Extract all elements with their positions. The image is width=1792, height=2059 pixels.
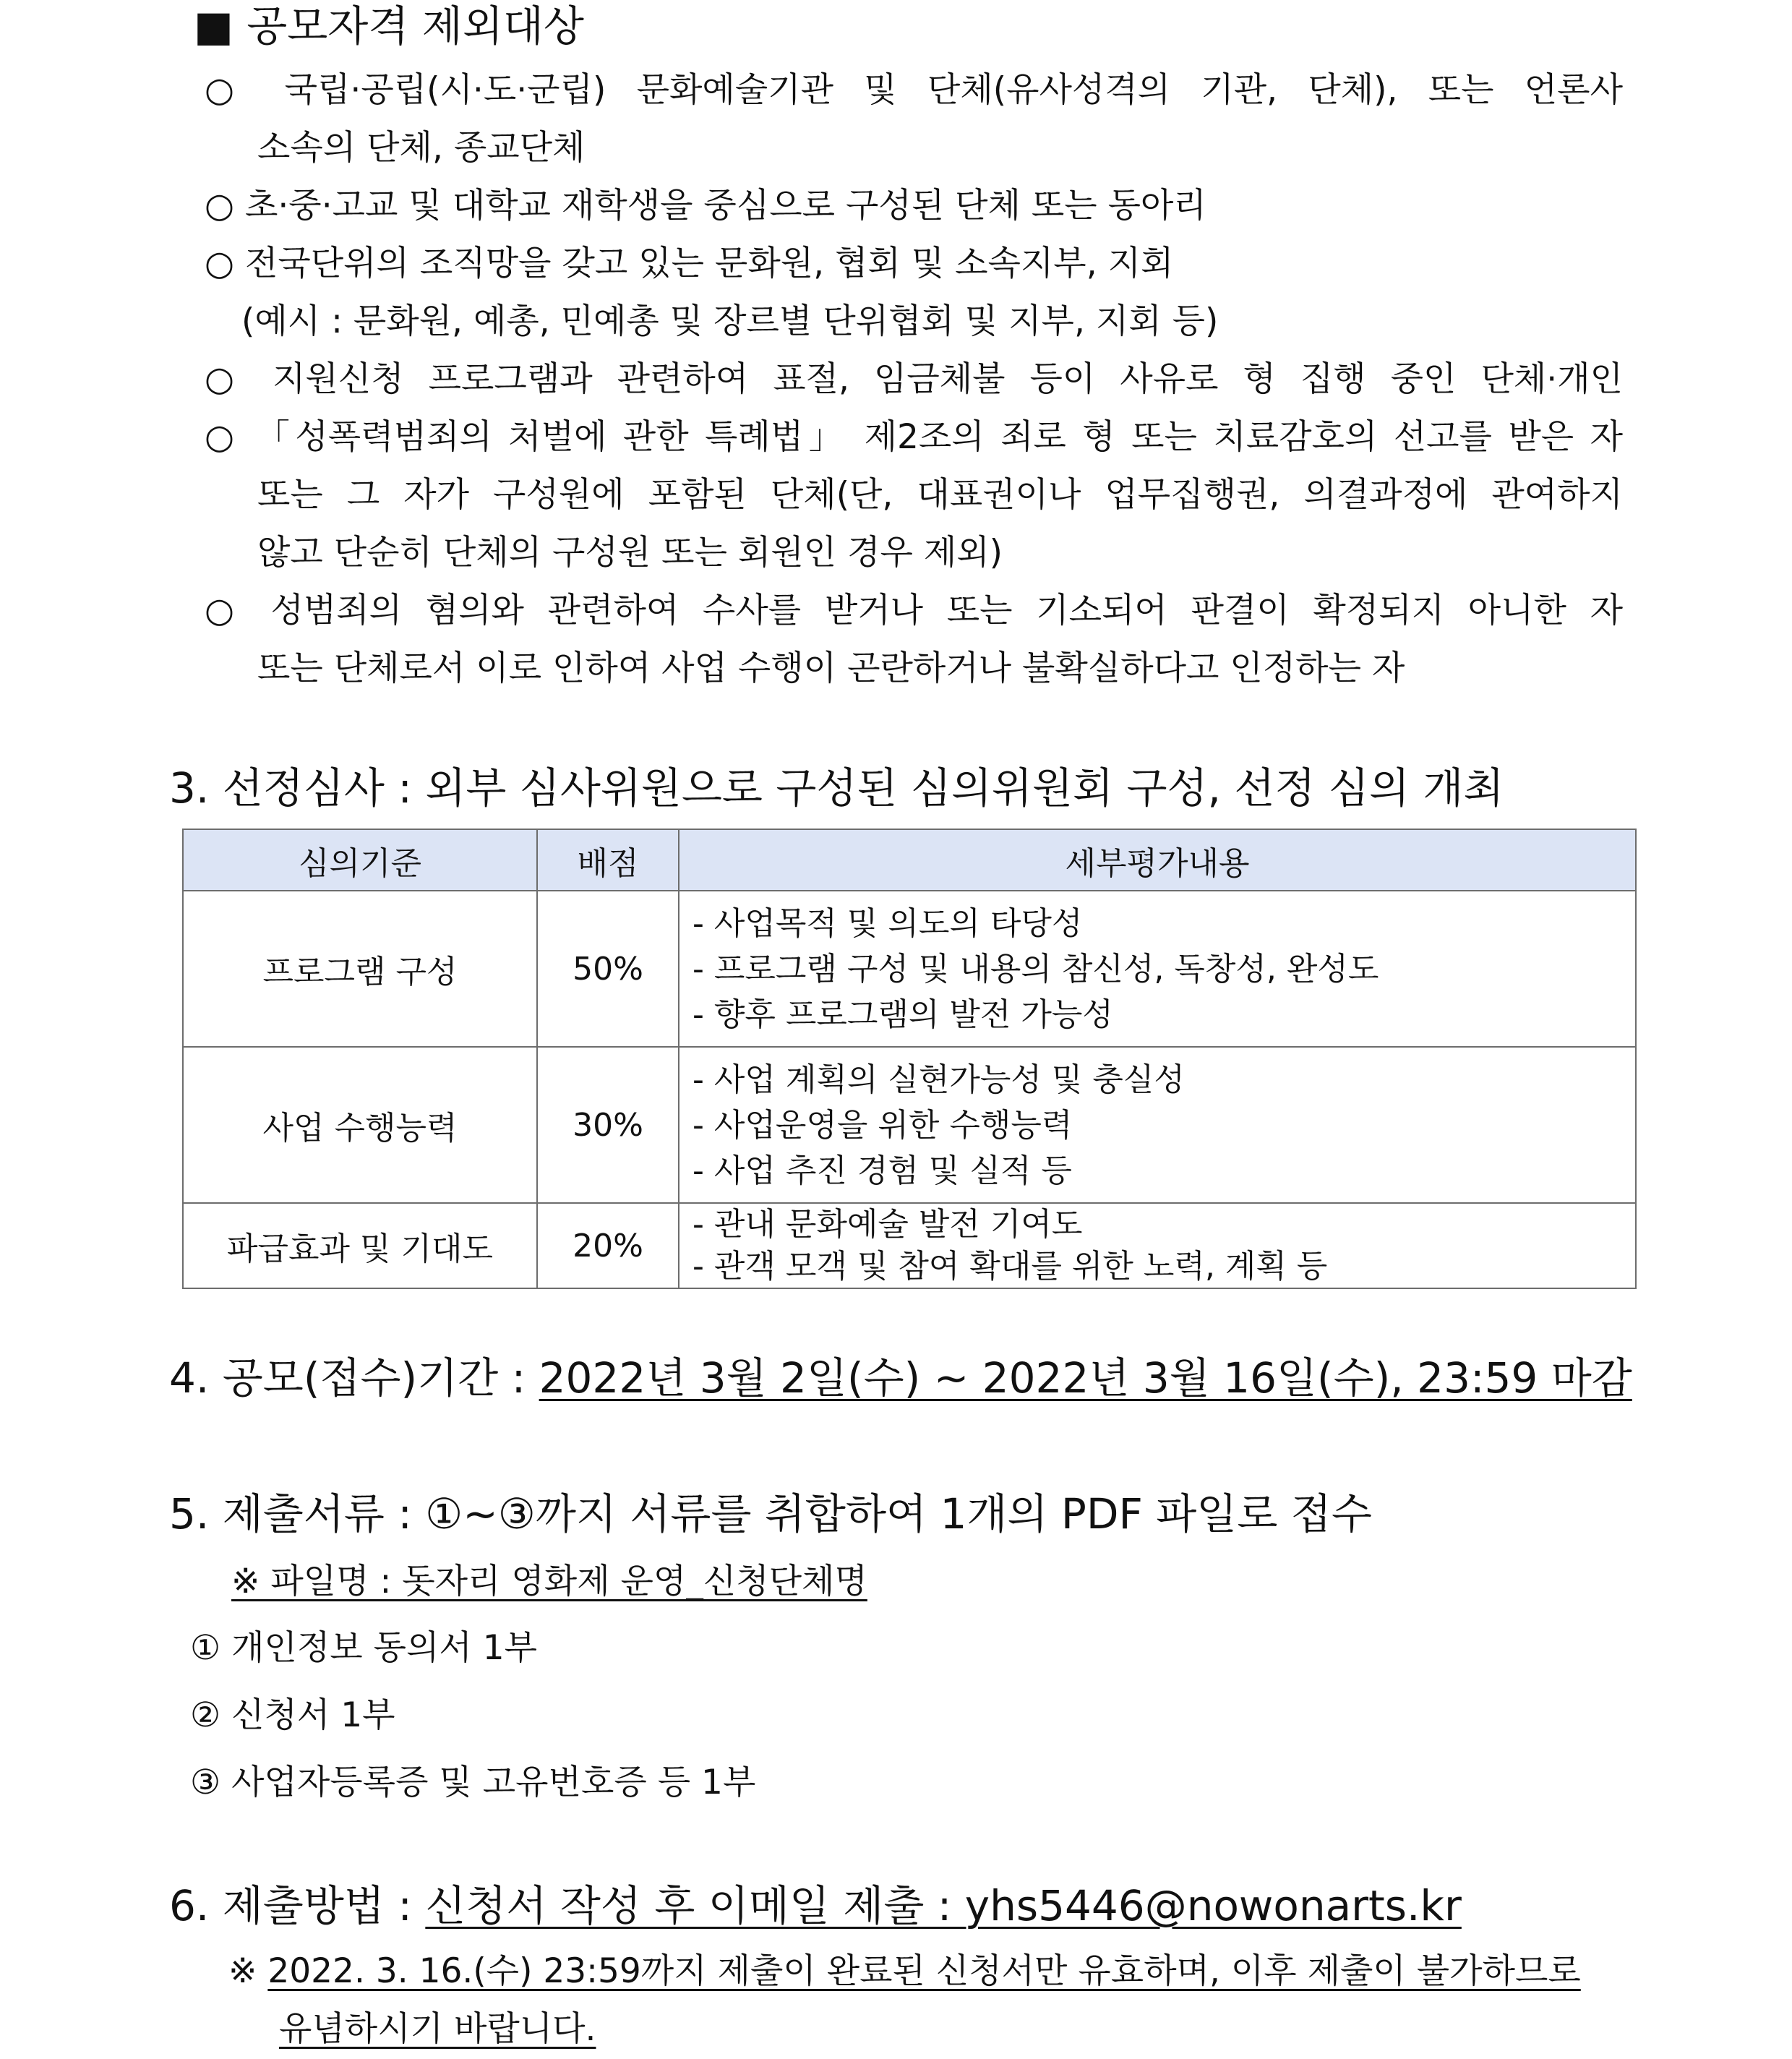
exclusion-line-2: 소속의 단체, 종교단체 xyxy=(257,128,586,168)
exclusion-line-6: ○ 지원신청 프로그램과 관련하여 표절, 임금체불 등이 사유로 형 집행 중인 단체·개인 xyxy=(205,359,1623,399)
document-item-1: ① 개인정보 동의서 1부 xyxy=(190,1628,538,1668)
criterion-cell: 프로그램 구성 xyxy=(183,891,537,1047)
detail-line: - 관객 모객 및 참여 확대를 위한 노력, 계획 등 xyxy=(693,1248,1328,1285)
details-cell xyxy=(679,1203,1636,1288)
col-header-score: 배점 xyxy=(537,829,679,891)
deadline-note-line-1 xyxy=(228,1950,1581,1993)
exclusion-line-5: (예시 : 문화원, 예총, 민예총 및 장르별 단위협회 및 지부, 지회 등) xyxy=(241,301,1219,341)
section6-line xyxy=(169,1880,1462,1932)
table-row xyxy=(183,1047,1636,1203)
deadline-note-line-2 xyxy=(279,2008,596,2051)
detail-line: - 사업 계획의 실현가능성 및 충실성 xyxy=(693,1061,1185,1098)
criterion-cell: 사업 수행능력 xyxy=(183,1047,537,1203)
table-header-row xyxy=(183,829,1636,891)
score-cell: 30% xyxy=(537,1047,679,1203)
exclusion-line-11: 또는 단체로서 이로 인하여 사업 수행이 곤란하거나 불확실하다고 인정하는 자 xyxy=(257,648,1405,688)
exclusion-line-7: ○ 「성폭력범죄의 처벌에 관한 특례법」 제2조의 죄로 형 또는 치료감호의 선고를 받은 자 xyxy=(205,417,1623,457)
section3-heading: 3. 선정심사 : 외부 심사위원으로 구성된 심의위원회 구성, 선정 심의 개최 xyxy=(169,763,1504,813)
deadline-note-text-1: 2022. 3. 16.(수) 23:59까지 제출이 완료된 신청서만 유효하며, 이후 제출이 불가하므로 xyxy=(267,1951,1581,1991)
exclusion-heading: ■ 공모자격 제외대상 xyxy=(194,1,584,51)
exclusion-line-1: ○ 국립·공립(시·도·군립) 문화예술기관 및 단체(유사성격의 기관, 단체), 또는 언론사 xyxy=(205,70,1623,110)
detail-line: - 향후 프로그램의 발전 가능성 xyxy=(693,996,1113,1033)
filename-note-text: ※ 파일명 : 돗자리 영화제 운영_신청단체명 xyxy=(231,1562,867,1601)
col-header-criterion: 심의기준 xyxy=(183,829,537,891)
note-mark: ※ xyxy=(228,1951,268,1991)
score-cell: 20% xyxy=(537,1203,679,1288)
document-item-2: ② 신청서 1부 xyxy=(190,1695,395,1735)
exclusion-line-4: ○ 전국단위의 조직망을 갖고 있는 문화원, 협회 및 소속지부, 지회 xyxy=(205,244,1174,283)
submission-method: 신청서 작성 후 이메일 제출 : yhs5446@nowonarts.kr xyxy=(425,1881,1462,1930)
evaluation-table xyxy=(182,829,1637,1289)
section6-label: 6. 제출방법 : xyxy=(169,1881,426,1930)
detail-line: - 사업운영을 위한 수행능력 xyxy=(693,1106,1073,1144)
section5-heading: 5. 제출서류 : ①~③까지 서류를 취합하여 1개의 PDF 파일로 접수 xyxy=(169,1489,1372,1538)
section4-label: 4. 공모(접수)기간 : xyxy=(169,1353,539,1403)
detail-line: - 사업목적 및 의도의 타당성 xyxy=(693,904,1083,942)
detail-line: - 프로그램 구성 및 내용의 참신성, 독창성, 완성도 xyxy=(693,950,1379,988)
document-item-3: ③ 사업자등록증 및 고유번호증 등 1부 xyxy=(190,1763,756,1802)
table-row xyxy=(183,1203,1636,1288)
detail-line: - 사업 추진 경험 및 실적 등 xyxy=(693,1152,1072,1189)
deadline-note-text-2: 유념하시기 바랍니다. xyxy=(279,2009,596,2049)
filename-note xyxy=(231,1560,867,1604)
criterion-cell: 파급효과 및 기대도 xyxy=(183,1203,537,1288)
exclusion-line-3: ○ 초·중·고교 및 대학교 재학생을 중심으로 구성된 단체 또는 동아리 xyxy=(205,186,1206,226)
section4-line xyxy=(169,1352,1632,1404)
score-cell: 50% xyxy=(537,891,679,1047)
exclusion-line-9: 않고 단순히 단체의 구성원 또는 회원인 경우 제외) xyxy=(257,533,1003,573)
details-cell xyxy=(679,891,1636,1047)
details-cell xyxy=(679,1047,1636,1203)
table-row xyxy=(183,891,1636,1047)
submission-period: 2022년 3월 2일(수) ~ 2022년 3월 16일(수), 23:59 마감 xyxy=(539,1353,1632,1403)
detail-line: - 관내 문화예술 발전 기여도 xyxy=(693,1206,1083,1243)
exclusion-line-10: ○ 성범죄의 혐의와 관련하여 수사를 받거나 또는 기소되어 판결이 확정되지 아니한 자 xyxy=(205,591,1623,630)
exclusion-line-8: 또는 그 자가 구성원에 포함된 단체(단, 대표권이나 업무집행권, 의결과정에 관여하지 xyxy=(257,475,1623,515)
col-header-details: 세부평가내용 xyxy=(679,829,1636,891)
